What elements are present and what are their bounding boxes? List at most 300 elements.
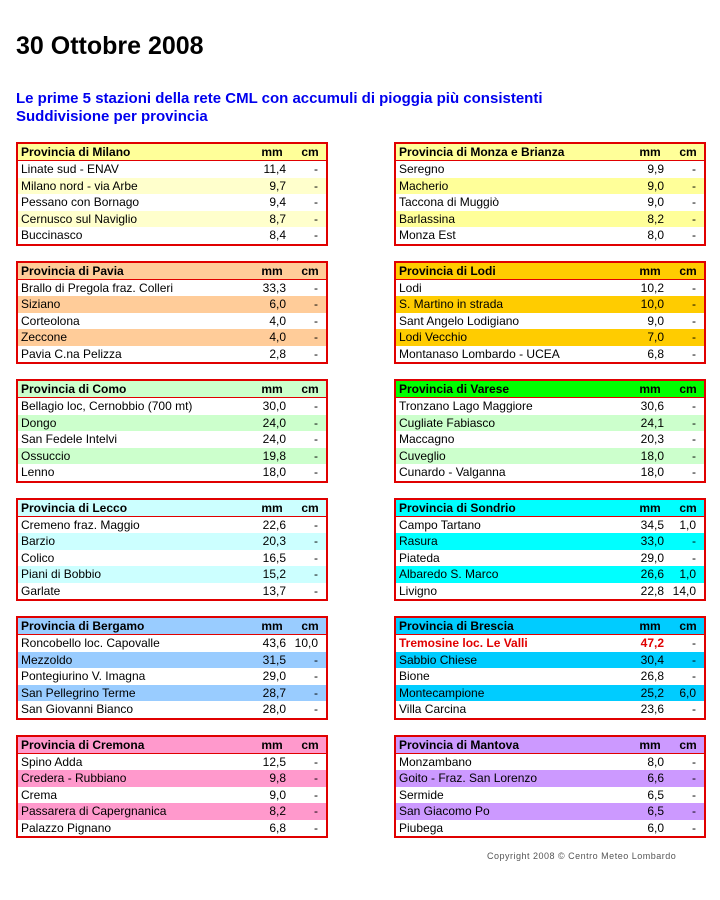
station-name: Milano nord - via Arbe	[21, 178, 138, 193]
table-header	[396, 381, 704, 398]
subtitle-line-1: Le prime 5 stazioni della rete CML con accumuli di pioggia più consistenti	[16, 90, 543, 107]
table-row	[18, 685, 326, 702]
station-name: Barlassina	[399, 211, 456, 226]
rain-mm: 18,0	[640, 448, 664, 463]
station-name: Siziano	[21, 297, 61, 311]
rain-mm: 30,0	[262, 399, 286, 413]
snow-cm: 1,0	[679, 567, 696, 581]
snow-cm: -	[314, 583, 318, 598]
province-table	[394, 735, 706, 839]
table-row	[396, 415, 704, 432]
station-name: Palazzo Pignano	[21, 820, 112, 835]
station-name: Spino Adda	[21, 754, 83, 769]
rain-mm: 26,6	[640, 567, 664, 581]
rain-mm: 7,0	[647, 330, 664, 344]
station-name: Barzio	[21, 534, 56, 548]
province-name: Provincia di Cremona	[21, 737, 145, 752]
table-header	[396, 737, 704, 754]
unit-label: cm	[679, 619, 697, 633]
snow-cm: -	[692, 330, 696, 344]
snow-cm: -	[692, 787, 696, 802]
snow-cm: -	[692, 550, 696, 565]
rain-mm: 2,8	[269, 346, 286, 361]
snow-cm: -	[692, 448, 696, 463]
province-name: Provincia di Pavia	[21, 263, 124, 278]
rain-mm: 29,0	[640, 550, 664, 565]
table-row	[396, 583, 704, 600]
station-name: Garlate	[21, 583, 61, 598]
snow-cm: -	[692, 297, 696, 311]
province-name: Provincia di Sondrio	[399, 500, 516, 515]
table-row	[396, 787, 704, 804]
rain-mm: 4,0	[269, 313, 286, 328]
snow-cm: -	[314, 771, 318, 785]
unit-label: cm	[301, 500, 319, 515]
rain-mm: 9,7	[269, 178, 286, 193]
table-row	[18, 668, 326, 685]
station-name: Pessano con Bornago	[21, 195, 140, 209]
snow-cm: 6,0	[679, 685, 696, 700]
rain-mm: 16,5	[262, 550, 286, 565]
snow-cm: 1,0	[679, 517, 696, 532]
rain-mm: 18,0	[262, 465, 286, 479]
table-header	[18, 737, 326, 754]
station-name: Bellagio loc, Cernobbio (700 mt)	[21, 399, 193, 413]
table-row	[18, 583, 326, 600]
table-row	[18, 296, 326, 313]
snow-cm: -	[314, 313, 318, 328]
snow-cm: -	[692, 820, 696, 835]
rain-mm: 9,0	[269, 787, 286, 802]
table-header	[18, 263, 326, 280]
snow-cm: -	[314, 195, 318, 209]
province-name: Provincia di Monza e Brianza	[399, 145, 565, 159]
unit-label: mm	[639, 382, 661, 396]
rain-mm: 6,5	[647, 787, 664, 802]
province-name: Provincia di Como	[21, 382, 127, 396]
table-row	[396, 329, 704, 346]
rain-mm: 6,0	[647, 820, 664, 835]
rain-mm: 9,0	[647, 195, 664, 209]
snow-cm: -	[314, 297, 318, 311]
rain-mm: 30,6	[640, 399, 664, 413]
rain-mm: 20,3	[262, 534, 286, 548]
station-name: Cugliate Fabiasco	[399, 415, 496, 430]
station-name: Maccagno	[399, 432, 455, 446]
snow-cm: -	[314, 448, 318, 463]
snow-cm: -	[692, 432, 696, 446]
table-row	[396, 313, 704, 330]
snow-cm: -	[314, 669, 318, 683]
table-row	[18, 313, 326, 330]
table-row	[18, 178, 326, 195]
rain-mm: 8,4	[269, 228, 286, 242]
snow-cm: -	[692, 228, 696, 242]
table-row	[396, 517, 704, 534]
table-row	[18, 227, 326, 244]
rain-mm: 20,3	[640, 432, 664, 446]
table-row	[396, 635, 704, 652]
rain-mm: 34,5	[640, 517, 664, 532]
rain-mm: 13,7	[262, 583, 286, 598]
rain-mm: 33,3	[262, 280, 286, 295]
snow-cm: -	[692, 399, 696, 413]
rain-mm: 26,8	[640, 669, 664, 683]
rain-mm: 43,6	[262, 636, 286, 650]
rain-mm: 28,0	[262, 702, 286, 716]
snow-cm: -	[314, 346, 318, 361]
page-title: 30 Ottobre 2008	[16, 32, 204, 60]
rain-mm: 33,0	[640, 534, 664, 548]
province-table	[16, 735, 328, 839]
station-name: Colico	[21, 550, 55, 565]
snow-cm: -	[314, 787, 318, 802]
rain-mm: 9,4	[269, 195, 286, 209]
station-name: Monzambano	[399, 754, 472, 769]
snow-cm: -	[314, 804, 318, 818]
unit-label: cm	[679, 737, 697, 752]
province-name: Provincia di Mantova	[399, 737, 520, 752]
rain-mm: 6,8	[647, 346, 664, 361]
rain-mm: 10,2	[640, 280, 664, 295]
station-name: Tremosine loc. Le Valli	[399, 636, 528, 650]
unit-label: cm	[679, 145, 697, 159]
unit-label: mm	[639, 737, 661, 752]
province-table	[394, 379, 706, 483]
station-name: Dongo	[21, 415, 57, 430]
station-name: Monza Est	[399, 228, 456, 242]
snow-cm: -	[314, 652, 318, 667]
table-row	[396, 770, 704, 787]
province-table	[16, 498, 328, 602]
table-header	[18, 381, 326, 398]
table-row	[396, 464, 704, 481]
unit-label: mm	[261, 382, 283, 396]
table-row	[396, 431, 704, 448]
table-row	[396, 211, 704, 228]
table-row	[396, 178, 704, 195]
unit-label: cm	[679, 263, 697, 278]
station-name: Piubega	[399, 820, 444, 835]
table-row	[396, 448, 704, 465]
province-name: Provincia di Lodi	[399, 263, 496, 278]
station-name: Buccinasco	[21, 228, 83, 242]
table-row	[396, 296, 704, 313]
table-row	[18, 280, 326, 297]
unit-label: mm	[261, 145, 283, 159]
snow-cm: -	[692, 771, 696, 785]
unit-label: cm	[679, 500, 697, 515]
table-row	[18, 415, 326, 432]
table-row	[396, 668, 704, 685]
province-table	[394, 498, 706, 602]
table-row	[18, 194, 326, 211]
snow-cm: -	[314, 550, 318, 565]
table-row	[18, 820, 326, 837]
snow-cm: -	[314, 432, 318, 446]
rain-mm: 30,4	[640, 652, 664, 667]
rain-mm: 6,0	[269, 297, 286, 311]
province-name: Provincia di Bergamo	[21, 619, 145, 633]
station-name: Bione	[399, 669, 430, 683]
station-name: Piani di Bobbio	[21, 567, 102, 581]
station-name: Pontegiurino V. Imagna	[21, 669, 146, 683]
table-header	[396, 144, 704, 161]
province-table	[16, 261, 328, 365]
table-row	[18, 803, 326, 820]
table-row	[396, 550, 704, 567]
unit-label: cm	[301, 382, 319, 396]
snow-cm: -	[314, 702, 318, 716]
station-name: Tronzano Lago Maggiore	[399, 399, 533, 413]
table-row	[18, 431, 326, 448]
table-row	[396, 346, 704, 363]
station-name: San Fedele Intelvi	[21, 432, 118, 446]
station-name: Livigno	[399, 583, 438, 598]
table-row	[18, 701, 326, 718]
snow-cm: -	[692, 702, 696, 716]
province-name: Provincia di Lecco	[21, 500, 128, 515]
station-name: Sermide	[399, 787, 444, 802]
province-name: Provincia di Milano	[21, 145, 131, 159]
snow-cm: -	[692, 804, 696, 818]
rain-mm: 24,0	[262, 415, 286, 430]
province-table	[16, 379, 328, 483]
province-table	[16, 142, 328, 246]
unit-label: mm	[261, 500, 283, 515]
station-name: Cunardo - Valganna	[399, 465, 506, 479]
table-row	[18, 211, 326, 228]
station-name: Corteolona	[21, 313, 80, 328]
rain-mm: 28,7	[262, 685, 286, 700]
snow-cm: -	[692, 195, 696, 209]
table-row	[396, 194, 704, 211]
rain-mm: 24,1	[640, 415, 664, 430]
station-name: Goito - Fraz. San Lorenzo	[399, 771, 538, 785]
table-row	[18, 517, 326, 534]
copyright-notice: Copyright 2008 © Centro Meteo Lombardo	[487, 851, 677, 861]
rain-mm: 22,8	[640, 583, 664, 598]
snow-cm: -	[314, 465, 318, 479]
station-name: Roncobello loc. Capovalle	[21, 636, 160, 650]
station-name: Brallo di Pregola fraz. Colleri	[21, 280, 174, 295]
station-name: Zeccone	[21, 330, 68, 344]
snow-cm: -	[692, 534, 696, 548]
unit-label: cm	[679, 382, 697, 396]
rain-mm: 8,2	[647, 211, 664, 226]
snow-cm: 10,0	[294, 636, 318, 650]
snow-cm: -	[692, 669, 696, 683]
snow-cm: -	[314, 228, 318, 242]
table-row	[18, 398, 326, 415]
snow-cm: -	[314, 754, 318, 769]
station-name: Montanaso Lombardo - UCEA	[399, 346, 560, 361]
snow-cm: -	[314, 211, 318, 226]
station-name: Cuveglio	[399, 448, 446, 463]
station-name: S. Martino in strada	[399, 297, 504, 311]
table-header	[18, 144, 326, 161]
snow-cm: -	[692, 280, 696, 295]
station-name: Crema	[21, 787, 58, 802]
unit-label: mm	[261, 737, 283, 752]
table-row	[18, 635, 326, 652]
table-row	[18, 787, 326, 804]
snow-cm: -	[692, 636, 696, 650]
table-header	[18, 618, 326, 635]
table-header	[396, 618, 704, 635]
snow-cm: -	[692, 313, 696, 328]
snow-cm: -	[692, 162, 696, 176]
table-header	[396, 263, 704, 280]
rain-mm: 22,6	[262, 517, 286, 532]
table-row	[396, 820, 704, 837]
rain-mm: 25,2	[640, 685, 664, 700]
unit-label: cm	[301, 263, 319, 278]
snow-cm: -	[314, 415, 318, 430]
snow-cm: -	[314, 162, 318, 176]
snow-cm: -	[692, 465, 696, 479]
rain-mm: 23,6	[640, 702, 664, 716]
table-row	[18, 329, 326, 346]
province-name: Provincia di Varese	[399, 382, 510, 396]
table-row	[396, 685, 704, 702]
rain-mm: 31,5	[262, 652, 286, 667]
unit-label: mm	[639, 263, 661, 278]
rain-mm: 9,0	[647, 178, 664, 193]
station-name: Sant Angelo Lodigiano	[399, 313, 520, 328]
table-row	[396, 398, 704, 415]
station-name: Piateda	[399, 550, 440, 565]
station-name: Passarera di Capergnanica	[21, 804, 167, 818]
rain-mm: 4,0	[269, 330, 286, 344]
station-name: Linate sud - ENAV	[21, 162, 119, 176]
table-row	[18, 754, 326, 771]
rain-mm: 15,2	[262, 567, 286, 581]
rain-mm: 6,5	[647, 804, 664, 818]
snow-cm: -	[692, 211, 696, 226]
station-name: Pavia C.na Pelizza	[21, 346, 122, 361]
table-row	[396, 754, 704, 771]
station-name: Credera - Rubbiano	[21, 771, 127, 785]
snow-cm: -	[692, 346, 696, 361]
table-row	[396, 652, 704, 669]
unit-label: mm	[261, 619, 283, 633]
unit-label: cm	[301, 619, 319, 633]
table-row	[396, 280, 704, 297]
station-name: Lenno	[21, 465, 55, 479]
table-row	[18, 550, 326, 567]
unit-label: cm	[301, 737, 319, 752]
snow-cm: -	[314, 567, 318, 581]
snow-cm: -	[314, 685, 318, 700]
table-row	[18, 464, 326, 481]
station-name: Taccona di Muggiò	[399, 195, 500, 209]
rain-mm: 12,5	[262, 754, 286, 769]
table-row	[396, 566, 704, 583]
unit-label: mm	[261, 263, 283, 278]
rain-mm: 24,0	[262, 432, 286, 446]
province-table	[394, 261, 706, 365]
snow-cm: -	[314, 399, 318, 413]
snow-cm: -	[314, 178, 318, 193]
unit-label: mm	[639, 619, 661, 633]
station-name: Cremeno fraz. Maggio	[21, 517, 140, 532]
snow-cm: -	[692, 652, 696, 667]
station-name: San Giacomo Po	[399, 804, 490, 818]
table-row	[18, 346, 326, 363]
table-row	[396, 701, 704, 718]
rain-mm: 8,0	[647, 228, 664, 242]
snow-cm: -	[314, 280, 318, 295]
rain-mm: 11,4	[263, 162, 286, 176]
station-name: Mezzoldo	[21, 652, 73, 667]
rain-mm: 6,8	[269, 820, 286, 835]
station-name: San Giovanni Bianco	[21, 702, 134, 716]
table-row	[18, 161, 326, 178]
station-name: Seregno	[399, 162, 445, 176]
rain-mm: 29,0	[262, 669, 286, 683]
unit-label: cm	[301, 145, 319, 159]
station-name: Lodi	[399, 280, 422, 295]
province-name: Provincia di Brescia	[399, 619, 514, 633]
station-name: Cernusco sul Naviglio	[21, 211, 138, 226]
station-name: Lodi Vecchio	[399, 330, 468, 344]
station-name: Macherio	[399, 178, 449, 193]
snow-cm: -	[692, 178, 696, 193]
province-table	[16, 616, 328, 720]
station-name: San Pellegrino Terme	[21, 685, 136, 700]
rain-mm: 9,8	[269, 771, 286, 785]
rain-mm: 8,0	[647, 754, 664, 769]
table-row	[18, 770, 326, 787]
table-row	[396, 803, 704, 820]
station-name: Campo Tartano	[399, 517, 481, 532]
table-row	[18, 652, 326, 669]
rain-mm: 9,9	[647, 162, 664, 176]
rain-mm: 9,0	[647, 313, 664, 328]
table-header	[18, 500, 326, 517]
snow-cm: -	[692, 754, 696, 769]
rain-mm: 10,0	[640, 297, 664, 311]
table-row	[396, 227, 704, 244]
rain-mm: 19,8	[262, 448, 286, 463]
station-name: Ossuccio	[21, 448, 71, 463]
rain-mm: 47,2	[640, 636, 664, 650]
station-name: Albaredo S. Marco	[399, 567, 499, 581]
subtitle-line-2: Suddivisione per provincia	[16, 108, 208, 125]
table-header	[396, 500, 704, 517]
snow-cm: -	[314, 820, 318, 835]
station-name: Rasura	[399, 534, 438, 548]
snow-cm: 14,0	[672, 583, 696, 598]
snow-cm: -	[692, 415, 696, 430]
station-name: Montecampione	[399, 685, 485, 700]
snow-cm: -	[314, 517, 318, 532]
table-row	[18, 533, 326, 550]
rain-mm: 8,2	[269, 804, 286, 818]
unit-label: mm	[639, 500, 661, 515]
rain-mm: 18,0	[640, 465, 664, 479]
snow-cm: -	[314, 330, 318, 344]
station-name: Villa Carcina	[399, 702, 467, 716]
table-row	[18, 448, 326, 465]
rain-mm: 8,7	[269, 211, 286, 226]
province-table	[394, 616, 706, 720]
table-row	[18, 566, 326, 583]
table-row	[396, 533, 704, 550]
snow-cm: -	[314, 534, 318, 548]
rain-mm: 6,6	[647, 771, 664, 785]
